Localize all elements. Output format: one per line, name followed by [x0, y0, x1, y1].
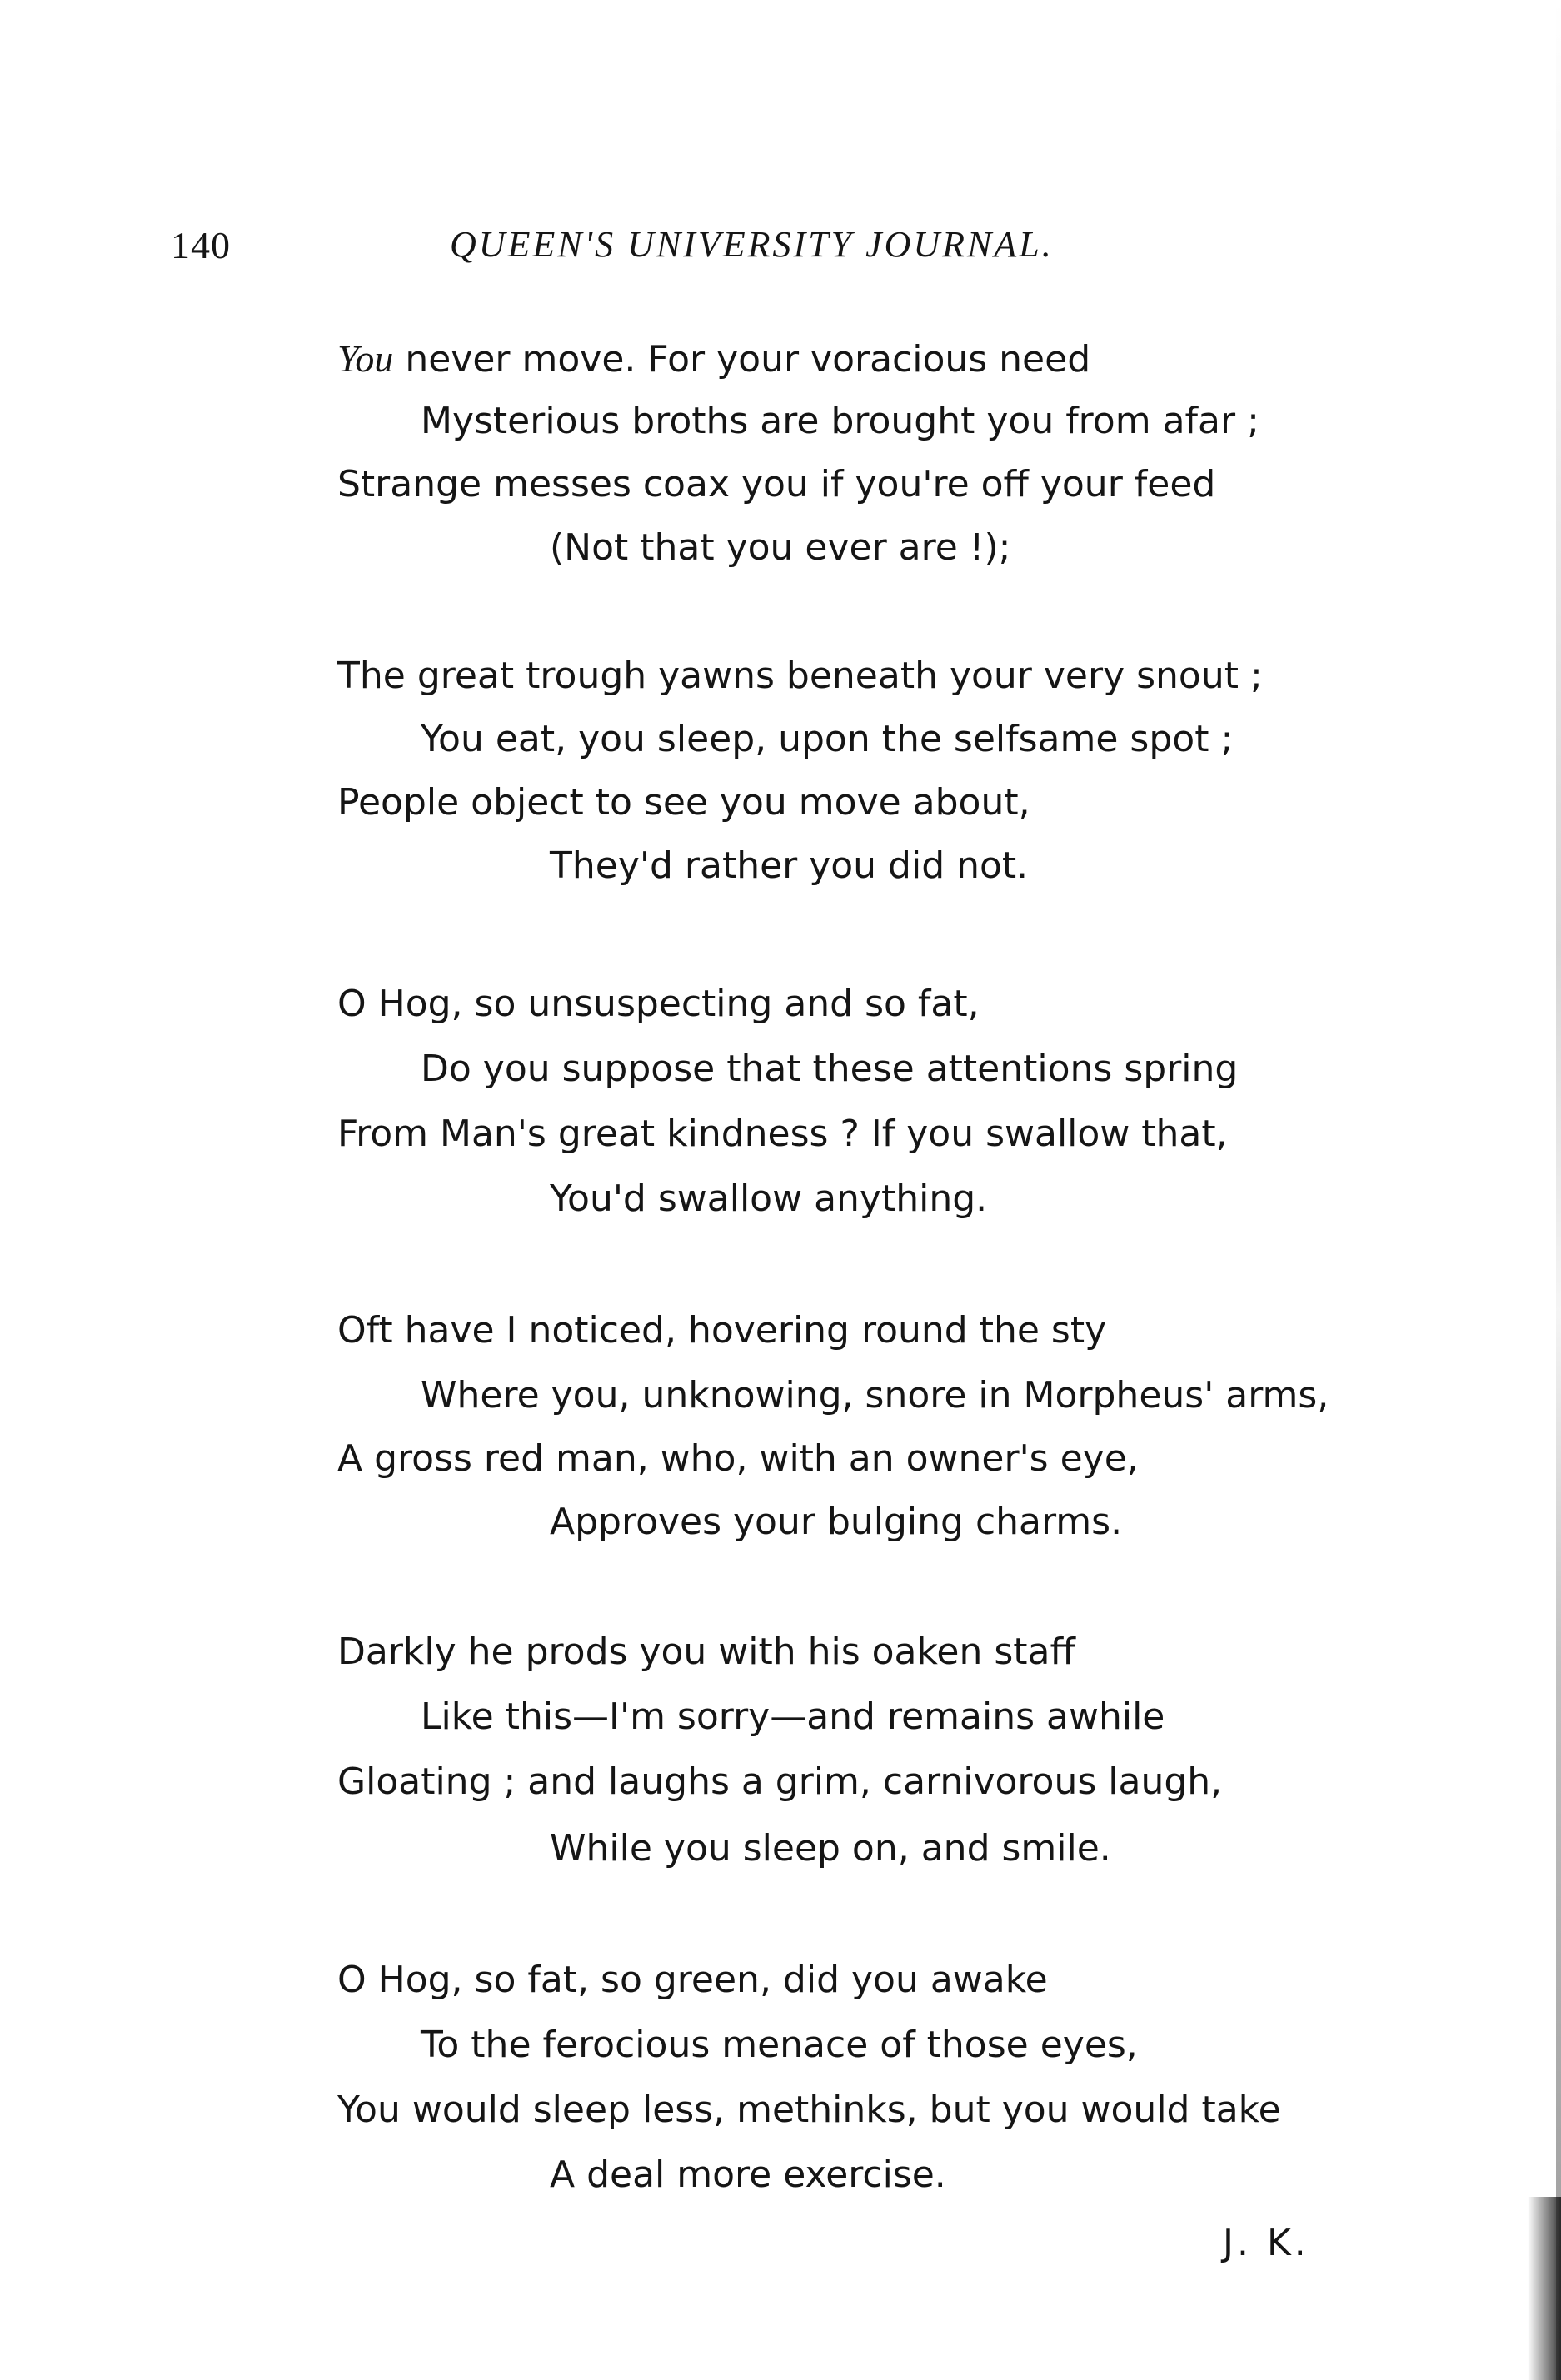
poem-line: You would sleep less, methinks, but you would take	[337, 2089, 1281, 2131]
poem-line: Like this—I'm sorry—and remains awhile	[421, 1695, 1165, 1738]
poem-line: A deal more exercise.	[550, 2153, 946, 2196]
poem-line: From Man's great kindness ? If you swallow that,	[337, 1113, 1228, 1155]
poem-line: O Hog, so unsuspecting and so fat,	[337, 983, 980, 1025]
poem-line: While you sleep on, and smile.	[550, 1827, 1111, 1870]
poem-line: Mysterious broths are brought you from afar ;	[421, 400, 1259, 442]
page-number: 140	[171, 224, 231, 266]
poem-line: Approves your bulging charms.	[550, 1501, 1123, 1543]
poem-line: Strange messes coax you if you're off your feed	[337, 463, 1216, 505]
poem-line: To the ferocious menace of those eyes,	[421, 2024, 1138, 2066]
scan-shadow	[1528, 2197, 1561, 2380]
poem-line: People object to see you move about,	[337, 781, 1030, 824]
poem-line: Oft have I noticed, hovering round the sty	[337, 1309, 1107, 1352]
scan-edge	[1556, 0, 1561, 2380]
poem-line: The great trough yawns beneath your very snout ;	[337, 655, 1263, 697]
poem-line: You eat, you sleep, upon the selfsame spot ;	[421, 718, 1234, 760]
poem-line: Gloating ; and laughs a grim, carnivorous laugh,	[337, 1760, 1223, 1803]
poem-line: You'd swallow anything.	[550, 1178, 988, 1220]
poem-line: You never move. For your voracious need	[337, 337, 1091, 381]
poem-line: They'd rather you did not.	[550, 844, 1029, 887]
running-head: QUEEN'S UNIVERSITY JOURNAL.	[450, 224, 1054, 265]
poem-line: (Not that you ever are !);	[550, 526, 1011, 569]
poem-line: O Hog, so fat, so green, did you awake	[337, 1959, 1048, 2001]
emphasized-word: You	[337, 337, 394, 380]
poem-line: A gross red man, who, with an owner's eye,	[337, 1437, 1139, 1480]
poem-line: Darkly he prods you with his oaken staff	[337, 1631, 1075, 1673]
author-signature: J. K.	[1223, 2222, 1309, 2264]
poem-line: Do you suppose that these attentions spring	[421, 1048, 1239, 1090]
poem-line: Where you, unknowing, snore in Morpheus' arms,	[421, 1374, 1329, 1417]
